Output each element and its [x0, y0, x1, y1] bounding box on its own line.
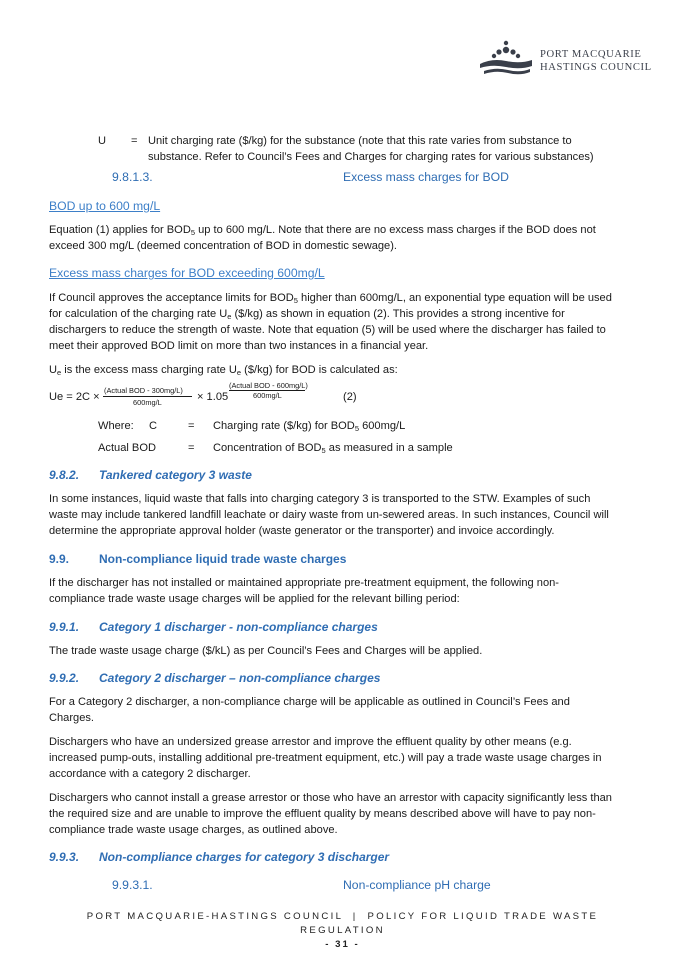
where-row-1-text — [213, 418, 405, 437]
bod-up-to-600-para-line-2: exceed 300 mg/L (deemed concentration of BOD in domestic sewage). — [49, 240, 397, 252]
page-number: - 31 - — [325, 939, 360, 950]
section-9931-title: Non-compliance pH charge — [343, 878, 491, 892]
logo-line-1: PORT MACQUARIE — [540, 49, 642, 60]
footer — [0, 910, 685, 952]
bod-up-to-600-heading: BOD up to 600 mg/L — [49, 199, 161, 213]
section-9813-title: Excess mass charges for BOD — [343, 170, 509, 184]
logo-text — [540, 49, 652, 74]
section-991-number: 9.9.1. — [49, 620, 80, 634]
where-row-1-symbol: C — [149, 420, 158, 432]
where-label: Where: — [98, 420, 134, 432]
section-9931-number: 9.9.3.1. — [112, 878, 153, 892]
subscript: 5 — [354, 424, 359, 433]
section-992-p3-line-3: compliance trade waste usage charges, as outlined above. — [49, 824, 338, 836]
subscript: 5 — [321, 446, 326, 455]
subscript: e — [227, 312, 232, 321]
section-9813-number: 9.8.1.3. — [112, 170, 153, 184]
logo — [478, 38, 652, 78]
definition-u-line-1: Unit charging rate ($/kg) for the substance (note that this rate varies from substance to — [148, 135, 572, 147]
where-row-2-symbol: Actual BOD — [98, 442, 156, 454]
equation-number: (2) — [343, 391, 357, 403]
subscript: 5 — [190, 228, 195, 237]
logo-sun-wave-icon — [478, 38, 534, 78]
section-991-title: Category 1 discharger - non-compliance charges — [99, 620, 378, 634]
section-991-line-1: The trade waste usage charge ($/kL) as per Council’s Fees and Charges will be applied. — [49, 645, 483, 657]
bod-exceeding-line-4: meet their approved BOD limit on more than two instances in a financial year. — [49, 340, 429, 352]
text-span: Charging rate ($/kg) for BOD — [213, 420, 355, 432]
where-row-2-text — [213, 440, 453, 459]
logo-line-2: HASTINGS COUNCIL — [540, 61, 652, 73]
where-row-2-equals: = — [188, 442, 195, 454]
section-993-number: 9.9.3. — [49, 850, 80, 864]
section-982-line-2: waste may include tankered landfill leachate or dairy waste from un-sewered areas. In such instances, Council will — [49, 509, 609, 521]
definition-u-equals: = — [131, 135, 138, 147]
ue-definition — [49, 362, 398, 381]
text-span: as measured in a sample — [325, 442, 453, 454]
section-982-line-3: determine the appropriate approval holder (waste generator or the transporter) and invoice accordingly. — [49, 525, 555, 537]
equation-fraction-denominator: 600mg/L — [133, 398, 162, 407]
section-982-title: Tankered category 3 waste — [99, 468, 252, 482]
bod-exceeding-heading: Excess mass charges for BOD exceeding 600mg/L — [49, 266, 325, 280]
section-992-p3-line-1: Dischargers who cannot install a grease arrestor or those who have an arrestor with capacity significantly less than — [49, 792, 612, 804]
section-992-number: 9.9.2. — [49, 671, 80, 685]
equation-lhs: Ue = 2C × — [49, 391, 100, 403]
section-992-p2-line-1: Dischargers who have an undersized grease arrestor and improve the effluent quality by other means (e.g. — [49, 736, 572, 748]
section-992-p2-line-3: accordance with a category 2 discharger. — [49, 768, 251, 780]
text-span: is the excess mass charging rate U — [61, 364, 237, 376]
equation-fraction-numerator: (Actual BOD - 300mg/L) — [104, 386, 183, 395]
footer-line-2: REGULATION — [300, 925, 385, 936]
section-982-line-1: In some instances, liquid waste that falls into charging category 3 is transported to the STW. Examples of such — [49, 493, 591, 505]
section-99-line-2: compliance trade waste usage charges will be applied for the relevant billing period: — [49, 593, 460, 605]
text-span: up to 600 mg/L. Note that there are no excess mass charges if the BOD does not — [195, 224, 596, 236]
equation-exponent-numerator: (Actual BOD - 600mg/L) — [229, 381, 308, 390]
text-span: U — [49, 364, 58, 376]
text-span: Equation (1) applies for BOD — [49, 224, 191, 236]
section-992-p1-line-1: For a Category 2 discharger, a non-compliance charge will be applicable as outlined in Council’s Fees and — [49, 696, 570, 708]
definition-u-line-2: substance. Refer to Council’s Fees and Charges for charging rates for various substances) — [148, 151, 594, 163]
equation-times: × 1.05 — [197, 391, 229, 403]
text-span: Concentration of BOD — [213, 442, 322, 454]
section-992-p3-line-2: the required size and are unable to improve the effluent quality by means described above will have to pay non- — [49, 808, 596, 820]
subscript: 5 — [293, 296, 298, 305]
equation-exponent-denominator: 600mg/L — [253, 391, 282, 400]
text-span: If Council approves the acceptance limits for BOD — [49, 292, 294, 304]
text-span: higher than 600mg/L, an exponential type equation will be used — [297, 292, 612, 304]
text-span: for calculation of the charging rate U — [49, 308, 228, 320]
text-span: 600mg/L — [358, 420, 406, 432]
section-99-number: 9.9. — [49, 552, 70, 566]
definition-u-symbol: U — [98, 135, 107, 147]
section-982-number: 9.8.2. — [49, 468, 80, 482]
bod-exceeding-line-3: dischargers to reduce the strength of waste. Note that equation (5) will be used where the discharger has failed to — [49, 324, 606, 336]
text-span: ($/kg) as shown in equation (2). This provides a strong incentive for — [231, 308, 565, 320]
text-span: ($/kg) for BOD is calculated as: — [241, 364, 398, 376]
subscript: e — [57, 368, 62, 377]
section-993-title: Non-compliance charges for category 3 discharger — [99, 850, 390, 864]
where-row-1-equals: = — [188, 420, 195, 432]
section-992-title: Category 2 discharger – non-compliance charges — [99, 671, 381, 685]
section-99-line-1: If the discharger has not installed or maintained appropriate pre-treatment equipment, the following non- — [49, 577, 559, 589]
equation-fraction-bar — [103, 396, 192, 397]
section-992-p1-line-2: Charges. — [49, 712, 95, 724]
subscript: e — [236, 368, 242, 377]
footer-line-1: PORT MACQUARIE-HASTINGS COUNCIL | POLICY FOR LIQUID TRADE WASTE — [86, 911, 599, 922]
section-99-title: Non-compliance liquid trade waste charges — [99, 552, 347, 566]
section-992-p2-line-2: increased pump-outs, installing additional pre-treatment equipment, etc.) will pay a trade waste usage charges in — [49, 752, 602, 764]
